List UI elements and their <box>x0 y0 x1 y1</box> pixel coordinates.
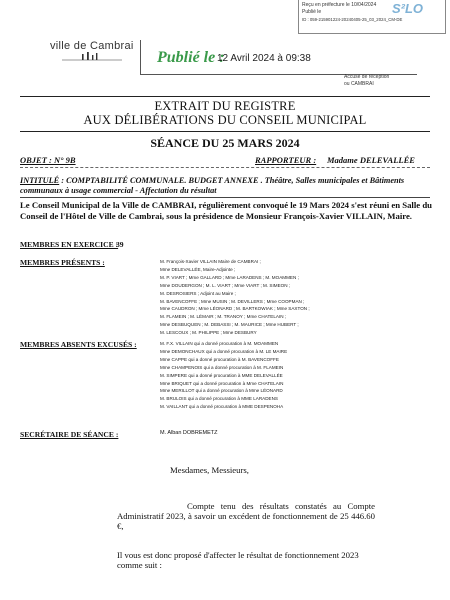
list-item: M. P. VIART ; Mme GALLARD ; Mme LARADENS ; M. MOAMMEN ; <box>160 274 299 280</box>
absent-label: MEMBRES ABSENTS EXCUSÉS : <box>20 340 137 349</box>
stamp-line-received: Reçu en préfecture le 10/04/2024 <box>302 2 377 8</box>
prefecture-stamp <box>298 0 446 34</box>
list-item: Mme MERILLOT qui a donné procuration à Mme LÉONARD <box>160 388 283 394</box>
list-item: Mme DEMONCHAUX qui a donné procuration à M. LE MAIRE <box>160 348 288 354</box>
list-item: Mme BRIQUET qui a donné procuration à Mme CHATELAIN <box>160 380 284 386</box>
objet-label: OBJET : N° 9B <box>20 155 76 165</box>
ack-line-2: ou CAMBRAI <box>344 81 374 87</box>
list-item: M. BRULOIS qui a donné procuration à MME LARADENS <box>160 396 278 402</box>
list-item: Mme CAPPE qui a donné procuration à M. BAVENCOFFE <box>160 356 279 362</box>
intitule-text: : COMPTABILITÉ COMMUNALE. BUDGET ANNEXE . Théâtre, Salles municipales et Bâtiments communaux à usage commercial - Affectation du résultat <box>20 176 405 195</box>
document-title-line-2: AUX DÉLIBÉRATIONS DU CONSEIL MUNICIPAL <box>83 113 367 127</box>
present-label: MEMBRES PRÉSENTS : <box>20 258 105 267</box>
list-item: Mme DESBUQUEN ; M. DEBASSI ; M. MAURICE ; Mme HUBERT ; <box>160 322 299 328</box>
list-item: Mme DELEVALLÉE, Maire-Adjointe ; <box>160 266 236 272</box>
published-label: Publié le : <box>157 49 225 66</box>
absent-names-list <box>160 340 360 411</box>
members-label: MEMBRES EN EXERCICE : <box>20 240 119 249</box>
list-item: M. BAVENCOFFE ; Mme MUSIN ; M. DEVILLERS ; Mme COOPMAN ; <box>160 298 305 304</box>
rapporteur-value: Madame DELEVALLÉE <box>327 155 415 165</box>
list-item: M. FLAMEIN ; M. LÉMAIR ; M. TRANOY ; Mme CHATELAIN ; <box>160 314 287 320</box>
stamp-line-published: Publié le <box>302 9 322 15</box>
published-date: 12 Avril 2024 à 09:38 <box>217 53 311 64</box>
secretaire-value: M. Alban DOBREMETZ <box>160 430 218 436</box>
greeting: Mesdames, Messieurs, <box>170 465 249 475</box>
list-item: M. F.X. VILLAIN qui a donné procuration à M. MOAMMEN <box>160 341 279 346</box>
ack-line-1: Accusé de réception <box>344 74 390 80</box>
divider <box>20 167 430 168</box>
city-logo-text: ville de Cambrai <box>50 40 134 52</box>
paragraph-proposal: Il vous est donc proposé d'affecter le résultat de fonctionnement 2023 comme suit : <box>117 550 359 570</box>
intro-paragraph: Le Conseil Municipal de la Ville de CAMBRAI, régulièrement convoqué le 19 Mars 2024 s'est réuni en Salle du Conseil de l'Hôtel de Ville de Cambrai, sous la présidence de Monsieur François-Xavier VILLAIN, Maire. <box>20 200 432 221</box>
rapporteur-label: RAPPORTEUR : <box>255 155 317 165</box>
stamp-brand-logo: S²LO <box>391 1 423 16</box>
document-title-line-1: EXTRAIT DU REGISTRE <box>154 99 296 113</box>
intitule <box>20 176 420 196</box>
list-item: M. LESCOUX ; M. PHILIPPE ; Mme DESBURY <box>160 330 257 336</box>
members-count: 39 <box>116 240 124 249</box>
list-item: M. DESROSIERS ; Adjoint au Maire ; <box>160 290 236 296</box>
list-item: Mme CHAMPENOIS qui a donné procuration à M. FLAMEIN <box>160 364 284 370</box>
secretaire-label: SECRÉTAIRE DE SÉANCE : <box>20 430 119 439</box>
stamp-line-id: ID : 059-215901224-20240405-25_03_2024_CM-DE <box>302 17 403 22</box>
session-date: SÉANCE DU 25 MARS 2024 <box>150 136 300 150</box>
city-logo-skyline <box>62 52 122 62</box>
list-item: Mme CAUDRON ; Mme LÉONARD ; M. BARTKOWIAK ; Mme SAXTON ; <box>160 306 310 312</box>
acknowledgement-note <box>344 74 389 88</box>
intitule-label: INTITULÉ <box>20 176 60 185</box>
list-item: M. VAILLANT qui a donné procuration à MME DESPENOHA <box>160 404 284 410</box>
present-names-list <box>160 258 360 337</box>
list-item: M. François-Xavier VILLAIN Maire de CAMBRAI ; <box>160 259 261 264</box>
list-item: M. SIMPERE qui a donné procuration à MME DELEVALLÉE <box>160 372 283 378</box>
divider <box>20 197 430 198</box>
list-item: Mme DOUDERGON ; M. L. VIART ; Mme VIART ; M. SIMEON ; <box>160 282 291 288</box>
paragraph-results: Compte tenu des résultats constatés au Compte Administratif 2023, à savoir un excédent de fonctionnement de 25 446.60 €, <box>117 501 375 531</box>
